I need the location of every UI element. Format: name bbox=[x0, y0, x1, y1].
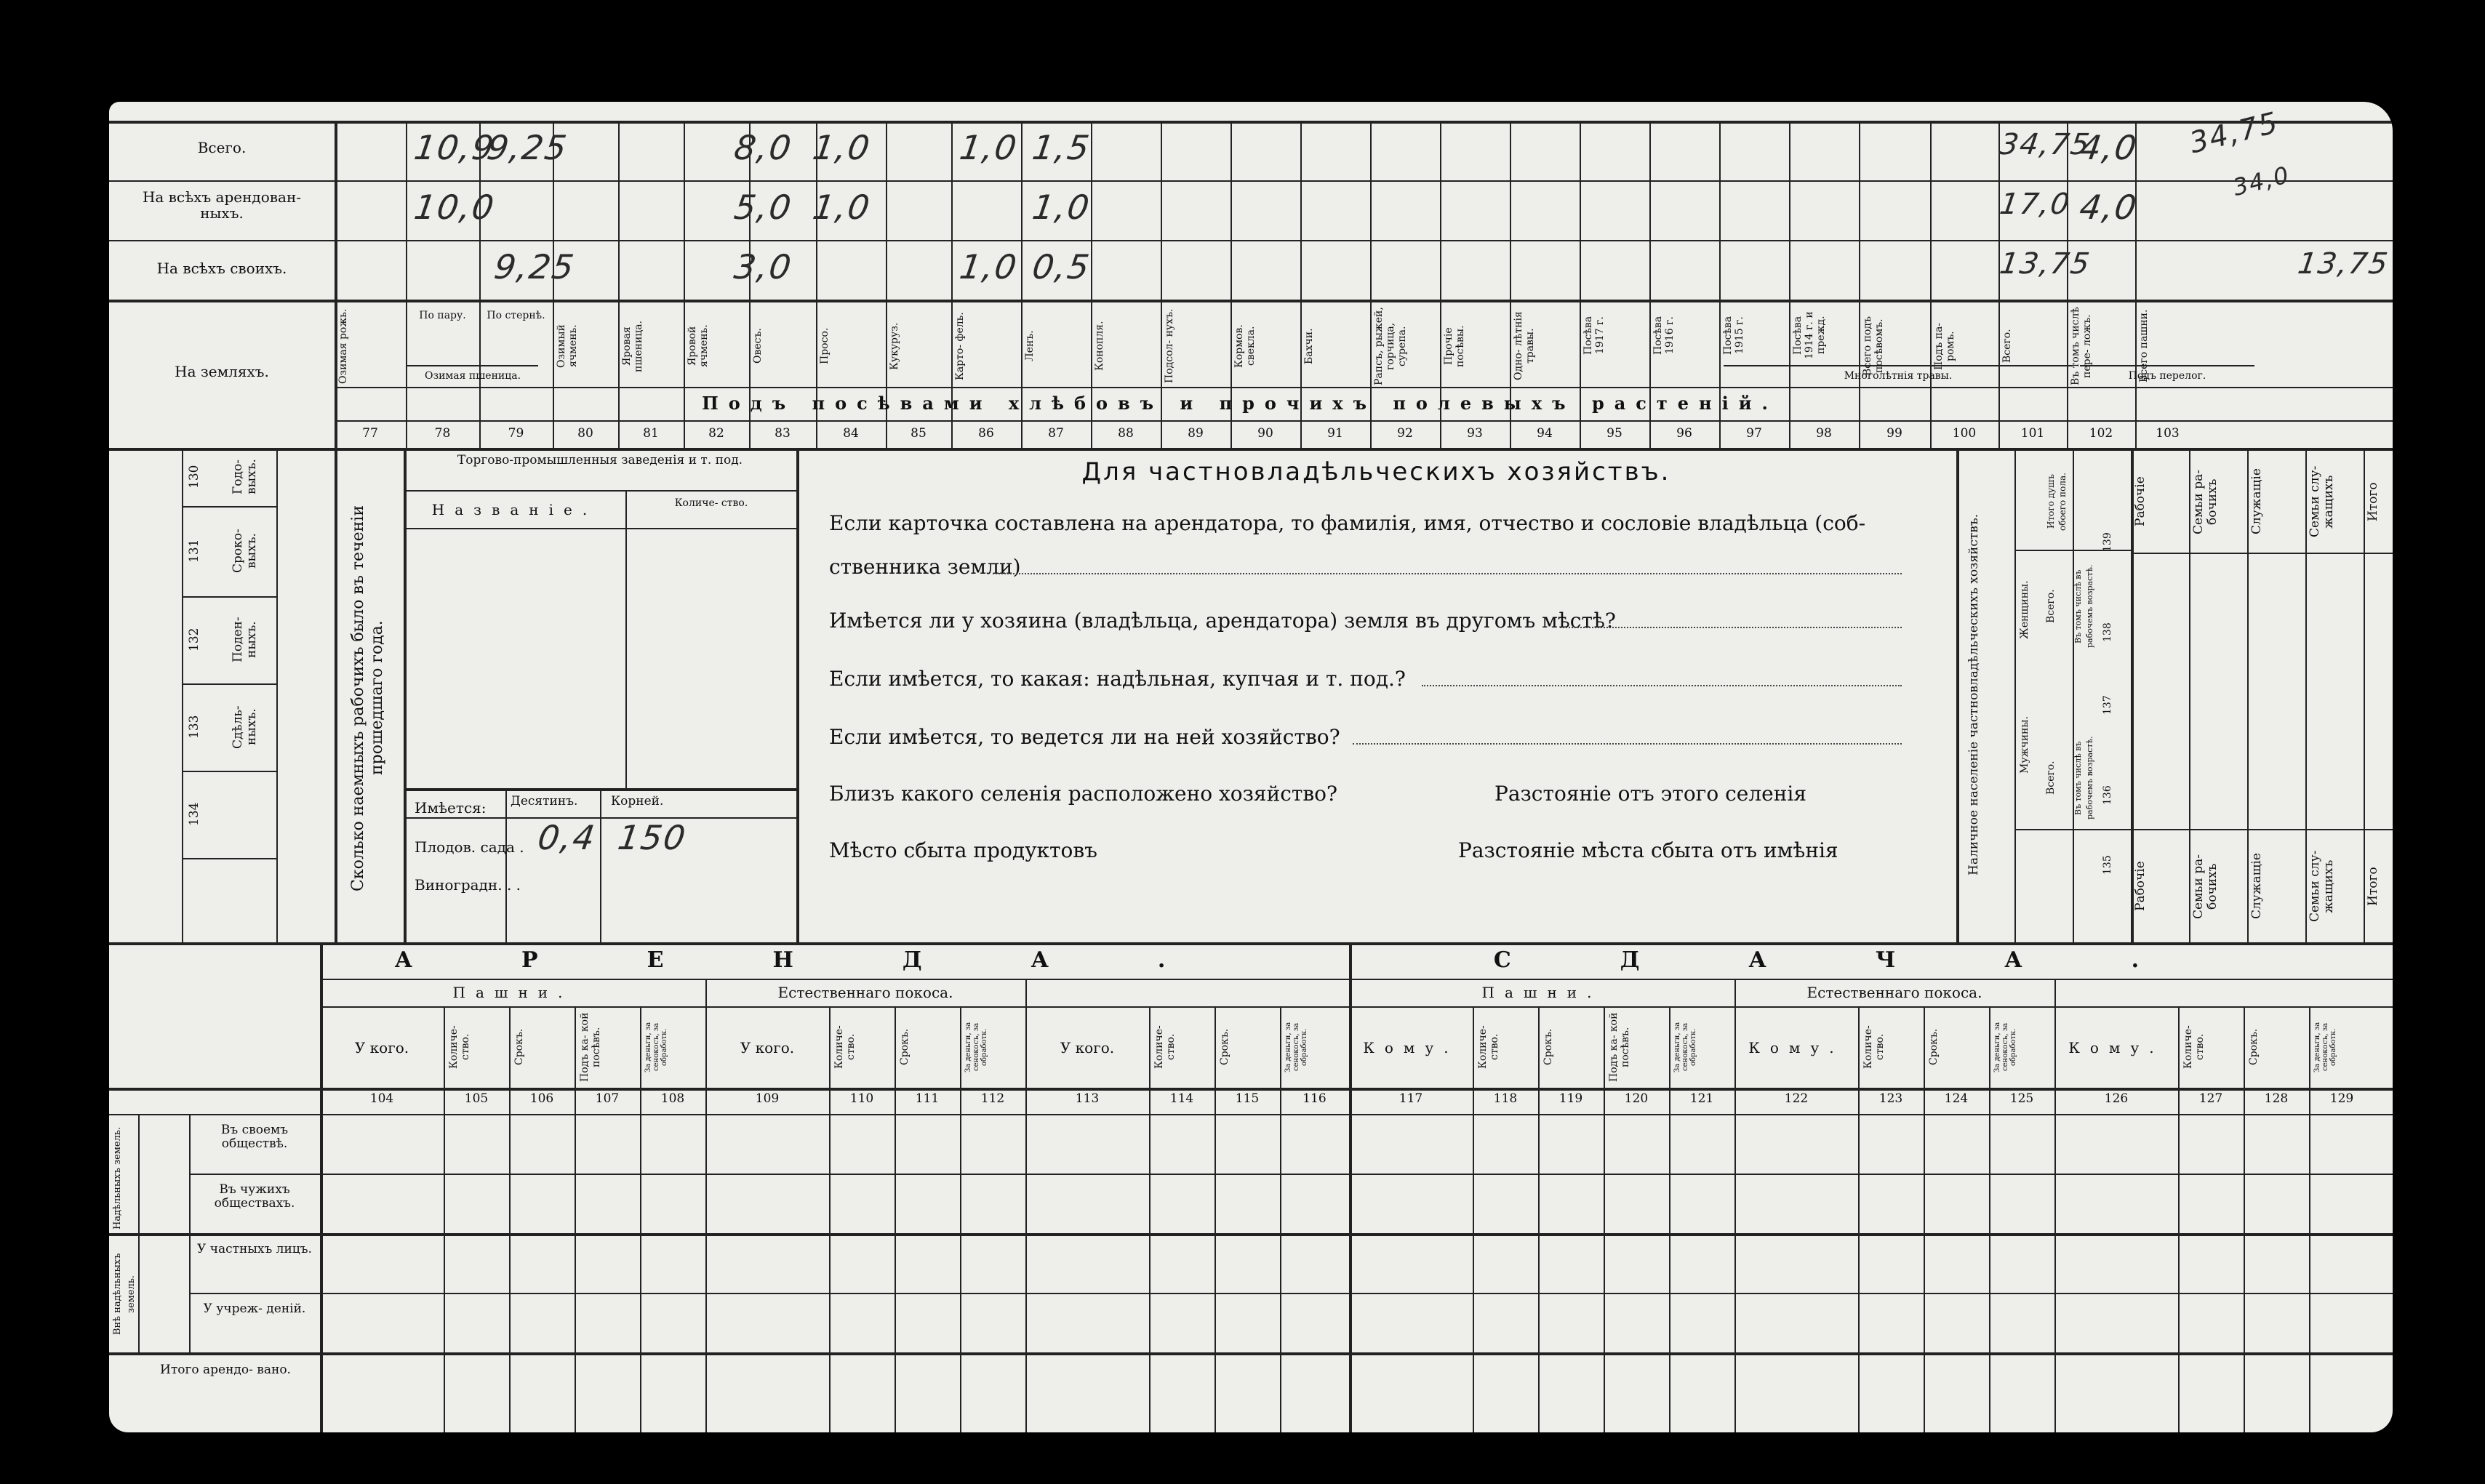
bottom-col-header: За деньги, за сенокосъ, за обработк. bbox=[644, 1022, 668, 1072]
top-col-number: 101 bbox=[2020, 426, 2045, 441]
q5a-text: Близъ какого селенія расположено хозяйство? bbox=[829, 782, 1338, 806]
pop-col-footer: Семьи ра- бочихъ bbox=[2191, 854, 2220, 919]
sdacha-title: СДАЧА. bbox=[1493, 947, 2249, 973]
bottom-col-line bbox=[1473, 1006, 1474, 1432]
top-col-number: 81 bbox=[643, 426, 659, 441]
hw-vsego-pashni: 34,75 bbox=[2186, 105, 2283, 161]
bottom-col-line bbox=[2244, 1006, 2245, 1432]
vinograd-label: Виноградн. . . bbox=[415, 876, 521, 894]
row-label-arendovan: На всѣхъ арендован- ныхъ. bbox=[142, 188, 302, 222]
q3-text: Если имѣется, то какая: надѣльная, купчая и т. под.? bbox=[829, 667, 1406, 691]
top-header: По стернѣ. bbox=[487, 310, 545, 321]
bottom-col-header: Срокъ. bbox=[513, 1028, 525, 1066]
pop-col-number: 136 bbox=[2102, 785, 2113, 806]
hw-vsego-oves: 1,0 bbox=[810, 128, 873, 167]
top-col-number: 82 bbox=[708, 426, 724, 441]
top-header: Ленъ. bbox=[1024, 330, 1036, 362]
hw-vsego-posev: 34,75 bbox=[1997, 128, 2093, 161]
q2-text: Имѣется ли у хозяина (владѣльца, арендатора) земля въ другомъ мѣстѣ? bbox=[829, 609, 1616, 633]
pop-itogo-dush: Итого душъ обоего пола. bbox=[2046, 473, 2068, 531]
row-chuzhih: Въ чужихъ обществахъ. bbox=[214, 1182, 295, 1211]
bottom-col-header: Количе- ство. bbox=[1153, 1025, 1177, 1069]
top-header: Посѣва 1915 г. bbox=[1722, 316, 1745, 355]
q5b-text: Разстояніе отъ этого селенія bbox=[1494, 782, 1806, 806]
bottom-col-header: За деньги, за сенокосъ, за обработк. bbox=[1673, 1022, 1697, 1072]
group-ozimaya: Озимая пшеница. bbox=[424, 370, 521, 382]
bottom-col-number: 116 bbox=[1302, 1091, 1326, 1106]
bottom-col-line bbox=[1604, 1006, 1605, 1432]
hw-vsego-rozh: 10,9 bbox=[412, 128, 498, 167]
top-header: Въ томъ числѣ пере- ложъ. bbox=[2070, 307, 2093, 385]
bottom-col-header: Срокъ. bbox=[899, 1028, 911, 1066]
top-col-number: 98 bbox=[1816, 426, 1832, 441]
bottom-col-header: Срокъ. bbox=[2248, 1028, 2260, 1066]
hw-arend-yachmen: 5,0 bbox=[732, 188, 795, 227]
top-header: Одно- лѣтнія травы. bbox=[1513, 311, 1536, 381]
workers-caption: Сколько наемныхъ рабочихъ было въ теченіи прошедшаго года. bbox=[349, 505, 386, 891]
bottom-col-header: У кого. bbox=[1060, 1039, 1115, 1056]
top-header: Озимая рожь. bbox=[337, 308, 349, 384]
row-label-vsego: Всего. bbox=[197, 139, 247, 156]
hw-svoih-kukuruza: 1,0 bbox=[957, 247, 1020, 286]
hw-arend-posev: 17,0 bbox=[1997, 188, 2073, 221]
hw-vsego-kukuruza: 1,0 bbox=[957, 128, 1020, 167]
bottom-col-number: 112 bbox=[980, 1091, 1005, 1106]
bottom-col-header: Кому. bbox=[2068, 1039, 2164, 1056]
bottom-col-number: 105 bbox=[464, 1091, 489, 1106]
bottom-col-line bbox=[2309, 1006, 2310, 1432]
top-header: Кукуруз. bbox=[889, 322, 900, 370]
q2-answer-line[interactable] bbox=[1560, 627, 1902, 628]
pop-col-header: Рабочіе bbox=[2133, 476, 2148, 527]
sad-label: Плодов. сада . bbox=[415, 838, 524, 856]
bottom-col-line bbox=[640, 1006, 641, 1432]
trade-qty-header: Количе- ство. bbox=[674, 497, 748, 509]
top-col-number: 89 bbox=[1188, 426, 1204, 441]
hw-vsego-par: 4,0 bbox=[2077, 128, 2140, 167]
row-itogo: Итого арендо- вано. bbox=[160, 1363, 291, 1377]
top-col-number: 93 bbox=[1467, 426, 1483, 441]
bottom-col-header: Количе- ство. bbox=[833, 1025, 857, 1069]
hw-svoih-kartofel: 0,5 bbox=[1030, 247, 1093, 286]
top-col-line bbox=[2135, 121, 2137, 448]
pop-col-number: 135 bbox=[2102, 855, 2113, 875]
bottom-col-header: Кому. bbox=[1748, 1039, 1844, 1056]
pop-muzh-vozr: Въ томъ числѣ въ рабочемъ возрастѣ. bbox=[2073, 736, 2094, 820]
bottom-col-header: Срокъ. bbox=[1542, 1028, 1554, 1066]
pop-zhen-vsego: Всего. bbox=[2045, 589, 2057, 624]
row-svoem: Въ своемъ обществѣ. bbox=[220, 1123, 289, 1151]
bottom-col-header: За деньги, за сенокосъ, за обработк. bbox=[1284, 1022, 1308, 1072]
bottom-col-header: Количе- ство. bbox=[2182, 1025, 2206, 1069]
top-header: Конопля. bbox=[1094, 321, 1105, 372]
top-header: Всего пашни. bbox=[2138, 309, 2150, 383]
nadel-caption: Надѣльныхъ земель. bbox=[112, 1126, 123, 1230]
bottom-col-number: 117 bbox=[1398, 1091, 1423, 1106]
census-card bbox=[109, 102, 2393, 1432]
trade-name-header: Названіе. bbox=[431, 501, 598, 518]
pop-col-header: Служащіе bbox=[2249, 468, 2264, 535]
q4-answer-line[interactable] bbox=[1353, 743, 1902, 745]
hw-arend-pashni: 34,0 bbox=[2230, 160, 2293, 202]
bottom-col-line bbox=[1989, 1006, 1990, 1432]
worker-type-label: Поден- ныхъ. bbox=[231, 617, 259, 663]
hw-arend-oves: 1,0 bbox=[810, 188, 873, 227]
hw-arend-par: 4,0 bbox=[2077, 188, 2140, 227]
top-header: Овесъ. bbox=[752, 328, 764, 364]
q1-answer-line[interactable] bbox=[993, 573, 1902, 574]
bottom-col-number: 106 bbox=[529, 1091, 554, 1106]
bottom-col-header: Подъ ка- кой посѣвъ. bbox=[1608, 1012, 1631, 1082]
pop-col-footer: Служащіе bbox=[2249, 853, 2264, 920]
top-col-number: 100 bbox=[1952, 426, 1977, 441]
top-header: По пару. bbox=[419, 310, 466, 321]
worker-type-label: Сроко- выхъ. bbox=[231, 529, 259, 574]
bottom-col-header: Количе- ство. bbox=[1477, 1025, 1500, 1069]
hw-vsego-kartofel: 1,5 bbox=[1030, 128, 1093, 167]
q6a-text: Мѣсто сбыта продуктовъ bbox=[829, 838, 1097, 862]
bottom-col-line bbox=[1215, 1006, 1216, 1432]
row-label-zemlyah: На земляхъ. bbox=[175, 363, 269, 380]
top-header: Посѣва 1916 г. bbox=[1652, 316, 1676, 355]
population-caption: Наличное населеніе частновладѣльческихъ хозяйствъ. bbox=[1966, 513, 1981, 875]
bottom-col-header: Количе- ство. bbox=[1862, 1025, 1886, 1069]
bottom-col-line bbox=[895, 1006, 896, 1432]
bottom-col-number: 122 bbox=[1784, 1091, 1809, 1106]
pop-col-footer: Семьи слу- жащихъ bbox=[2308, 850, 2336, 923]
pop-col-number: 138 bbox=[2102, 622, 2113, 643]
bottom-group-header: Пашни. bbox=[452, 984, 573, 1001]
bottom-col-number: 121 bbox=[1689, 1091, 1714, 1106]
top-col-number: 99 bbox=[1886, 426, 1902, 441]
bottom-col-number: 111 bbox=[915, 1091, 940, 1106]
bottom-col-header: У кого. bbox=[354, 1039, 409, 1056]
top-col-number: 103 bbox=[2156, 426, 2180, 441]
bottom-col-header: Подъ ка- кой посѣвъ. bbox=[579, 1012, 602, 1082]
top-header: Просо. bbox=[819, 327, 831, 365]
top-col-number: 79 bbox=[508, 426, 524, 441]
bottom-col-number: 109 bbox=[755, 1091, 780, 1106]
imeetsya-label: Имѣется: bbox=[415, 799, 487, 817]
top-col-number: 92 bbox=[1397, 426, 1413, 441]
pop-muzh: Мужчины. bbox=[2019, 716, 2030, 774]
arenda-title: АРЕНДА. bbox=[394, 947, 1275, 973]
bottom-col-header: За деньги, за сенокосъ, за обработк. bbox=[964, 1022, 988, 1072]
q1-text: Если карточка составлена на арендатора, то фамилія, имя, отчество и сословіе владѣльца (соб- bbox=[829, 511, 1866, 535]
top-col-number: 77 bbox=[362, 426, 378, 441]
bottom-col-header: Количе- ство. bbox=[448, 1025, 471, 1069]
bottom-col-number: 120 bbox=[1624, 1091, 1649, 1106]
bottom-col-header: Срокъ. bbox=[1219, 1028, 1231, 1066]
bottom-col-number: 118 bbox=[1493, 1091, 1518, 1106]
group-perelog: Подъ перелог. bbox=[2128, 370, 2206, 382]
hw-arend-kartofel: 1,0 bbox=[1030, 188, 1093, 227]
bottom-col-line bbox=[2178, 1006, 2180, 1432]
row-uchrezhd: У учреж- деній. bbox=[203, 1301, 306, 1316]
top-col-number: 80 bbox=[577, 426, 593, 441]
worker-col-number: 133 bbox=[187, 715, 201, 739]
bottom-col-header: За деньги, за сенокосъ, за обработк. bbox=[1993, 1022, 2017, 1072]
hw-vsego-yachmen: 8,0 bbox=[732, 128, 795, 167]
bottom-col-number: 123 bbox=[1878, 1091, 1903, 1106]
bottom-col-number: 115 bbox=[1235, 1091, 1260, 1106]
pop-zhen-vozr: Въ томъ числѣ въ рабочемъ возрастѣ. bbox=[2073, 564, 2094, 649]
bottom-col-number: 110 bbox=[849, 1091, 874, 1106]
korney-header: Корней. bbox=[611, 794, 664, 809]
top-col-number: 97 bbox=[1746, 426, 1762, 441]
bottom-col-line bbox=[509, 1006, 511, 1432]
pop-col-header: Семьи слу- жащихъ bbox=[2308, 465, 2336, 538]
top-header: Яровая пшеница. bbox=[621, 320, 644, 372]
bottom-group-header: Пашни. bbox=[1481, 984, 1602, 1001]
top-col-number: 91 bbox=[1327, 426, 1343, 441]
bottom-group-header: Естественнаго покоса. bbox=[1806, 984, 1982, 1001]
top-col-number: 95 bbox=[1606, 426, 1622, 441]
pop-muzh-vsego: Всего. bbox=[2045, 761, 2057, 795]
banner: Подъ посѣвами хлѣбовъ и прочихъ полевыхъ растеній. bbox=[702, 393, 1778, 414]
hw-svoih-stern: 9,25 bbox=[492, 247, 578, 286]
top-header: Озимый ячмень. bbox=[556, 324, 579, 368]
bottom-col-number: 119 bbox=[1558, 1091, 1583, 1106]
bottom-col-line bbox=[829, 1006, 831, 1432]
bottom-col-line bbox=[1538, 1006, 1540, 1432]
top-header: Карто- фель. bbox=[954, 312, 966, 380]
desyatin-header: Десятинъ. bbox=[511, 794, 578, 809]
worker-type-label: Годо- выхъ. bbox=[231, 459, 259, 495]
top-header: Рапсъ, рыжей, горчица, сурепа. bbox=[1373, 307, 1408, 385]
top-header: Посѣва 1917 г. bbox=[1582, 316, 1606, 355]
bottom-col-header: У кого. bbox=[740, 1039, 795, 1056]
top-header: Подъ па- ромъ. bbox=[1933, 322, 1956, 370]
top-header: Яровой ячмень. bbox=[687, 324, 710, 368]
top-header: Кормов. свекла. bbox=[1233, 324, 1257, 368]
worker-col-number: 132 bbox=[187, 627, 201, 652]
bottom-col-number: 108 bbox=[660, 1091, 685, 1106]
q1b-text: ственника земли) bbox=[829, 555, 1021, 579]
worker-col-number: 130 bbox=[187, 465, 201, 489]
pop-col-header: Итого bbox=[2366, 482, 2380, 521]
bottom-col-line bbox=[1280, 1006, 1281, 1432]
bottom-col-number: 129 bbox=[2329, 1091, 2354, 1106]
bottom-col-header: Кому. bbox=[1363, 1039, 1459, 1056]
bottom-col-line bbox=[1858, 1006, 1860, 1432]
bottom-col-number: 127 bbox=[2198, 1091, 2223, 1106]
private-farms-block bbox=[796, 448, 1956, 942]
top-col-number: 87 bbox=[1048, 426, 1064, 441]
pop-zhen: Женщины. bbox=[2019, 580, 2030, 640]
bottom-col-header: Срокъ. bbox=[1928, 1028, 1940, 1066]
trade-title: Торгово-промышленныя заведенія и т. под. bbox=[457, 453, 743, 468]
bottom-col-line bbox=[960, 1006, 961, 1432]
q4-text: Если имѣется, то ведется ли на ней хозяйство? bbox=[829, 725, 1340, 749]
pop-col-footer: Итого bbox=[2366, 867, 2380, 906]
bottom-col-header: За деньги, за сенокосъ, за обработк. bbox=[2313, 1022, 2337, 1072]
vnenadel-caption: Внѣ надѣльныхъ земель. bbox=[112, 1253, 137, 1336]
top-header: Прочіе посѣвы. bbox=[1443, 325, 1466, 367]
bottom-col-line bbox=[1669, 1006, 1670, 1432]
worker-col-number: 134 bbox=[187, 802, 201, 827]
top-header: Всего подъ посѣвомъ. bbox=[1862, 316, 1885, 376]
top-header: Всего. bbox=[2001, 329, 2013, 364]
bottom-col-line bbox=[1924, 1006, 1925, 1432]
top-col-number: 94 bbox=[1537, 426, 1553, 441]
bottom-col-number: 104 bbox=[369, 1091, 394, 1106]
bottom-col-number: 125 bbox=[2009, 1091, 2034, 1106]
bottom-col-number: 113 bbox=[1075, 1091, 1100, 1106]
bottom-col-line bbox=[444, 1006, 445, 1432]
hw-svoih-posev: 13,75 bbox=[1997, 247, 2093, 281]
hw-sad-korney: 150 bbox=[615, 818, 689, 857]
top-col-number: 85 bbox=[911, 426, 927, 441]
row-chastnyh: У частныхъ лицъ. bbox=[197, 1242, 312, 1256]
bottom-col-number: 114 bbox=[1169, 1091, 1194, 1106]
top-col-number: 90 bbox=[1257, 426, 1273, 441]
bottom-col-number: 124 bbox=[1944, 1091, 1969, 1106]
bottom-col-line bbox=[575, 1006, 576, 1432]
bottom-col-number: 128 bbox=[2264, 1091, 2289, 1106]
bottom-group-header: Естественнаго покоса. bbox=[777, 984, 953, 1001]
pop-col-number: 137 bbox=[2102, 695, 2113, 715]
row-label-svoih: На всѣхъ своихъ. bbox=[156, 260, 287, 277]
top-header: Подсол- нухъ. bbox=[1164, 308, 1175, 384]
q3-answer-line[interactable] bbox=[1422, 685, 1902, 686]
hw-svoih-pashni: 13,75 bbox=[2295, 247, 2391, 281]
group-mnogolet: Многолѣтнія травы. bbox=[1844, 370, 1953, 382]
top-col-number: 86 bbox=[978, 426, 994, 441]
bottom-col-number: 126 bbox=[2104, 1091, 2129, 1106]
top-col-number: 83 bbox=[775, 426, 791, 441]
top-col-number: 88 bbox=[1118, 426, 1134, 441]
pop-col-header: Семьи ра- бочихъ bbox=[2191, 469, 2220, 534]
worker-col-number: 131 bbox=[187, 539, 201, 563]
hw-vsego-stern: 9,25 bbox=[484, 128, 571, 167]
top-col-number: 78 bbox=[434, 426, 451, 441]
bottom-col-line bbox=[1149, 1006, 1151, 1432]
pop-col-footer: Рабочіе bbox=[2133, 861, 2148, 912]
hw-sad-desyatin: 0,4 bbox=[535, 818, 599, 857]
bottom-col-line bbox=[1349, 1006, 1350, 1432]
hw-svoih-yachmen: 3,0 bbox=[732, 247, 795, 286]
worker-type-label: Сдѣль- ныхъ. bbox=[231, 705, 259, 749]
top-col-number: 84 bbox=[843, 426, 859, 441]
top-col-number: 96 bbox=[1676, 426, 1692, 441]
private-title: Для частновладѣльческихъ хозяйствъ. bbox=[1081, 457, 1671, 486]
pop-col-number: 139 bbox=[2102, 532, 2113, 553]
bottom-col-number: 107 bbox=[595, 1091, 620, 1106]
top-header: Бахчи. bbox=[1303, 328, 1315, 364]
top-header: Посѣва 1914 г. и прежд. bbox=[1792, 311, 1827, 359]
q6b-text: Разстояніе мѣста сбыта отъ имѣнія bbox=[1458, 838, 1838, 862]
top-col-number: 102 bbox=[2089, 426, 2113, 441]
hw-arend-rozh: 10,0 bbox=[412, 188, 498, 227]
